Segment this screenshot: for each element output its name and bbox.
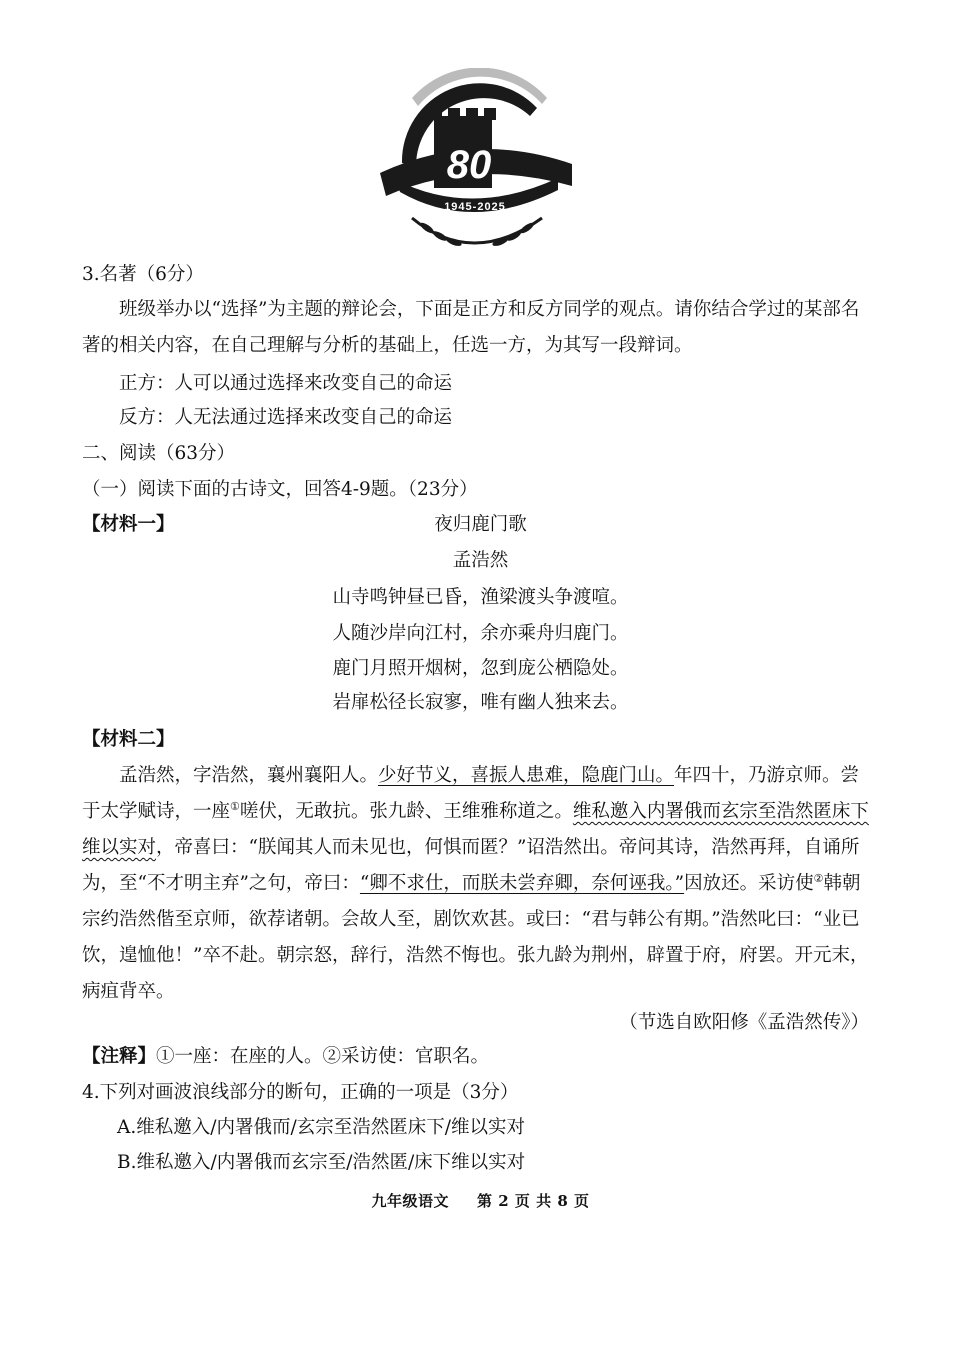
anniversary-logo — [372, 68, 582, 258]
q4-option-b: B.维私邀入/内署俄而玄宗至/浩然匿/床下维以实对 — [117, 1152, 526, 1173]
poem-line-2: 人随沙岸向江村，余亦乘舟归鹿门。 — [332, 623, 629, 644]
q4-option-a: A.维私邀入/内署俄而/玄宗至浩然匿床下/维以实对 — [117, 1117, 525, 1138]
passage-text: 因放还。采访使 — [684, 873, 814, 894]
material2-passage — [82, 758, 874, 1010]
material2-label: 【材料二】 — [82, 729, 175, 750]
logo-years: 1945-2025 — [444, 201, 506, 213]
section2-title: 二、阅读（63分） — [82, 443, 236, 464]
section2-part1: （一）阅读下面的古诗文，回答4-9题。（23分） — [82, 479, 478, 500]
q3-pro-view: 正方：人可以通过选择来改变自己的命运 — [119, 373, 453, 394]
q3-con-view: 反方：人无法通过选择来改变自己的命运 — [119, 407, 453, 428]
note-marker-2: ② — [813, 871, 824, 885]
notes-label: 【注释】 — [82, 1046, 157, 1067]
page-footer — [0, 1190, 961, 1211]
underlined-sentence-2: “卿不求仕，而朕未尝弃卿，奈何诬我。” — [359, 873, 685, 894]
poem-line-3: 鹿门月照开烟树，忽到庞公栖隐处。 — [332, 658, 629, 679]
notes-text: ①一座：在座的人。②采访使：官职名。 — [156, 1046, 490, 1067]
q3-prompt: 班级举办以“选择”为主题的辩论会，下面是正方和反方同学的观点。请你结合学过的某部名著的相关内容，在自己理解与分析的基础上，任选一方，为其写一段辩词。 — [82, 299, 860, 356]
q4-title: 4.下列对画波浪线部分的断句，正确的一项是（3分） — [82, 1082, 519, 1103]
wavy-underlined-segment: 维私邀入内署俄而玄宗至浩然匿床下维以实对 — [82, 801, 869, 858]
notes — [82, 1044, 489, 1070]
passage-text: ，帝喜曰：“朕闻其人而未见也，何惧而匿？”诏浩然出。帝问其诗，浩然再拜，自诵所为，至“不才明主弃”之句，帝曰： — [82, 837, 860, 894]
passage-source: （节选自欧阳修《孟浩然传》） — [619, 1012, 869, 1033]
material1-label: 【材料一】 — [82, 514, 175, 535]
logo-number: 80 — [446, 143, 492, 187]
footer-subject: 九年级语文 — [371, 1192, 449, 1210]
passage-text: 韩朝宗约浩然偕至京师，欲荐诸朝。会故人至，剧饮欢甚。或曰：“君与韩公有期。”浩然叱曰：“业已饮，遑恤他！”卒不赴。朝宗怒，辞行，浩然不悔也。张九龄为荆州，辟置于府，府罢。开元末，病疽背卒。 — [82, 873, 869, 1002]
poem-title: 夜归鹿门歌 — [434, 514, 527, 535]
passage-text: 嗟伏，无敢抗。张九龄、王维雅称道之。 — [239, 801, 573, 822]
poem-line-4: 岩扉松径长寂寥，唯有幽人独来去。 — [332, 692, 629, 713]
underlined-sentence-1: 少好节义，喜振人患难，隐鹿门山。 — [378, 765, 675, 786]
footer-page-number: 第 2 页 共 8 页 — [477, 1192, 590, 1210]
poem-line-1: 山寺鸣钟昼已昏，渔梁渡头争渡喧。 — [332, 587, 629, 608]
passage-text: 年四十，乃游京师。尝于太学赋诗，一座 — [82, 765, 860, 822]
poem-author: 孟浩然 — [452, 550, 509, 571]
note-marker-1: ① — [230, 799, 240, 813]
passage-text: 孟浩然，字浩然，襄州襄阳人。 — [119, 765, 379, 786]
q3-title: 3.名著（6分） — [82, 264, 204, 285]
